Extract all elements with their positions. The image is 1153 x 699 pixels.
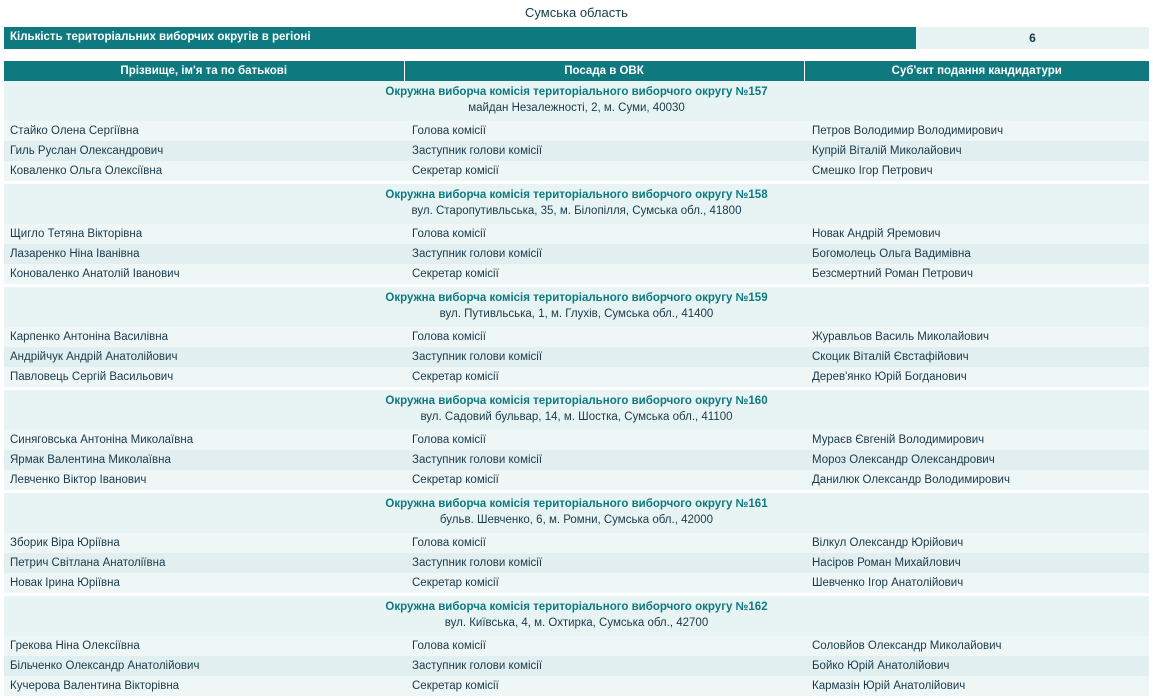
district-header-row (4, 81, 1149, 121)
district-header-row (4, 493, 1149, 533)
district-title: Окружна виборча комісія територіального виборчого округу №160 (385, 395, 768, 408)
cell-post: Секретар комісії (404, 264, 804, 284)
district-header-row (4, 287, 1149, 327)
table-row (4, 224, 1149, 244)
cell-post: Заступник голови комісії (404, 244, 804, 264)
cell-name: Павловець Сергій Васильович (4, 367, 404, 387)
cell-subject: Шевченко Ігор Анатолійович (804, 573, 1149, 593)
cell-post: Заступник голови комісії (404, 553, 804, 573)
district-address: вул. Київська, 4, м. Охтирка, Сумська обл., 42700 (444, 616, 709, 629)
cell-post: Секретар комісії (404, 161, 804, 181)
table-row (4, 470, 1149, 490)
cell-subject: Скоцик Віталій Євстафійович (804, 347, 1149, 367)
cell-post: Секретар комісії (404, 573, 804, 593)
district-title: Окружна виборча комісія територіального виборчого округу №159 (385, 292, 768, 305)
district-address: вул. Путивльська, 1, м. Глухів, Сумська обл., 41400 (439, 307, 714, 320)
cell-name: Лазаренко Ніна Іванівна (4, 244, 404, 264)
district-count-value: 6 (916, 27, 1149, 49)
table-row (4, 367, 1149, 387)
cell-post: Голова комісії (404, 327, 804, 347)
cell-name: Гиль Руслан Олександрович (4, 141, 404, 161)
cell-subject: Вілкул Олександр Юрійович (804, 533, 1149, 553)
cell-name: Карпенко Антоніна Василівна (4, 327, 404, 347)
cell-name: Стайко Олена Сергіївна (4, 121, 404, 141)
district-address: майдан Незалежності, 2, м. Суми, 40030 (468, 101, 685, 114)
table-row (4, 264, 1149, 284)
district-title: Окружна виборча комісія територіального виборчого округу №161 (385, 498, 768, 511)
cell-name: Коваленко Ольга Олексіївна (4, 161, 404, 181)
cell-subject: Кармазін Юрій Анатолійович (804, 676, 1149, 696)
cell-name: Щигло Тетяна Вікторівна (4, 224, 404, 244)
cell-post: Заступник голови комісії (404, 450, 804, 470)
cell-name: Зборик Віра Юріївна (4, 533, 404, 553)
table-row (4, 450, 1149, 470)
district-count-label: Кількість територіальних виборчих округів в регіоні (4, 27, 916, 49)
table-row (4, 676, 1149, 696)
cell-subject: Петров Володимир Володимирович (804, 121, 1149, 141)
cell-post: Секретар комісії (404, 367, 804, 387)
cell-subject: Безсмертний Роман Петрович (804, 264, 1149, 284)
cell-subject: Новак Андрій Яремович (804, 224, 1149, 244)
table-row (4, 141, 1149, 161)
district-address: вул. Старопутивльська, 35, м. Білопілля, Сумська обл., 41800 (411, 204, 742, 217)
cell-post: Заступник голови комісії (404, 141, 804, 161)
cell-subject: Смешко Ігор Петрович (804, 161, 1149, 181)
district-header-cell (4, 596, 1149, 636)
page-title: Сумська область (525, 5, 628, 20)
table-row (4, 161, 1149, 181)
cell-post: Голова комісії (404, 121, 804, 141)
district-title: Окружна виборча комісія територіального виборчого округу №158 (385, 189, 768, 202)
district-header-cell (4, 390, 1149, 430)
cell-subject: Мороз Олександр Олександрович (804, 450, 1149, 470)
cell-name: Левченко Віктор Іванович (4, 470, 404, 490)
cell-post: Голова комісії (404, 533, 804, 553)
cell-name: Коноваленко Анатолій Іванович (4, 264, 404, 284)
table-header-row (4, 61, 1149, 81)
cell-name: Кучерова Валентина Вікторівна (4, 676, 404, 696)
district-header-cell (4, 184, 1149, 224)
cell-subject: Данилюк Олександр Володимирович (804, 470, 1149, 490)
cell-subject: Бойко Юрій Анатолійович (804, 656, 1149, 676)
cell-post: Голова комісії (404, 224, 804, 244)
cell-subject: Купрій Віталій Миколайович (804, 141, 1149, 161)
district-header-row (4, 596, 1149, 636)
table-row (4, 553, 1149, 573)
cell-post: Секретар комісії (404, 470, 804, 490)
commissions-table (4, 61, 1149, 696)
table-row (4, 327, 1149, 347)
cell-subject: Дерев'янко Юрій Богданович (804, 367, 1149, 387)
cell-subject: Журавльов Василь Миколайович (804, 327, 1149, 347)
cell-subject: Богомолець Ольга Вадимівна (804, 244, 1149, 264)
column-header-name: Прізвище, ім'я та по батькові (4, 61, 404, 81)
table-row (4, 636, 1149, 656)
cell-subject: Насіров Роман Михайлович (804, 553, 1149, 573)
column-header-subject: Суб'єкт подання кандидатури (804, 61, 1149, 81)
cell-name: Грекова Ніна Олексіївна (4, 636, 404, 656)
cell-subject: Соловйов Олександр Миколайович (804, 636, 1149, 656)
table-row (4, 244, 1149, 264)
district-header-cell (4, 81, 1149, 121)
cell-name: Більченко Олександр Анатолійович (4, 656, 404, 676)
district-header-row (4, 390, 1149, 430)
district-count-bar (4, 27, 1149, 49)
district-header-row (4, 184, 1149, 224)
table-row (4, 430, 1149, 450)
cell-post: Заступник голови комісії (404, 347, 804, 367)
table-body (4, 81, 1149, 696)
district-address: бульв. Шевченко, 6, м. Ромни, Сумська обл., 42000 (439, 513, 714, 526)
cell-name: Андрійчук Андрій Анатолійович (4, 347, 404, 367)
cell-name: Ярмак Валентина Миколаївна (4, 450, 404, 470)
cell-name: Новак Ірина Юріївна (4, 573, 404, 593)
table-row (4, 347, 1149, 367)
table-row (4, 656, 1149, 676)
cell-post: Секретар комісії (404, 676, 804, 696)
table-row (4, 533, 1149, 553)
table-row (4, 121, 1149, 141)
table-row (4, 573, 1149, 593)
district-title: Окружна виборча комісія територіального виборчого округу №157 (385, 86, 768, 98)
cell-name: Петрич Світлана Анатоліївна (4, 553, 404, 573)
district-header-cell (4, 493, 1149, 533)
cell-post: Голова комісії (404, 430, 804, 450)
table-header (4, 61, 1149, 81)
cell-post: Голова комісії (404, 636, 804, 656)
district-header-cell (4, 287, 1149, 327)
column-header-post: Посада в ОВК (404, 61, 804, 81)
district-address: вул. Садовий бульвар, 14, м. Шостка, Сумська обл., 41100 (420, 410, 733, 423)
cell-name: Синяговська Антоніна Миколаївна (4, 430, 404, 450)
cell-subject: Мураєв Євгеній Володимирович (804, 430, 1149, 450)
cell-post: Заступник голови комісії (404, 656, 804, 676)
district-title: Окружна виборча комісія територіального виборчого округу №162 (385, 601, 768, 614)
